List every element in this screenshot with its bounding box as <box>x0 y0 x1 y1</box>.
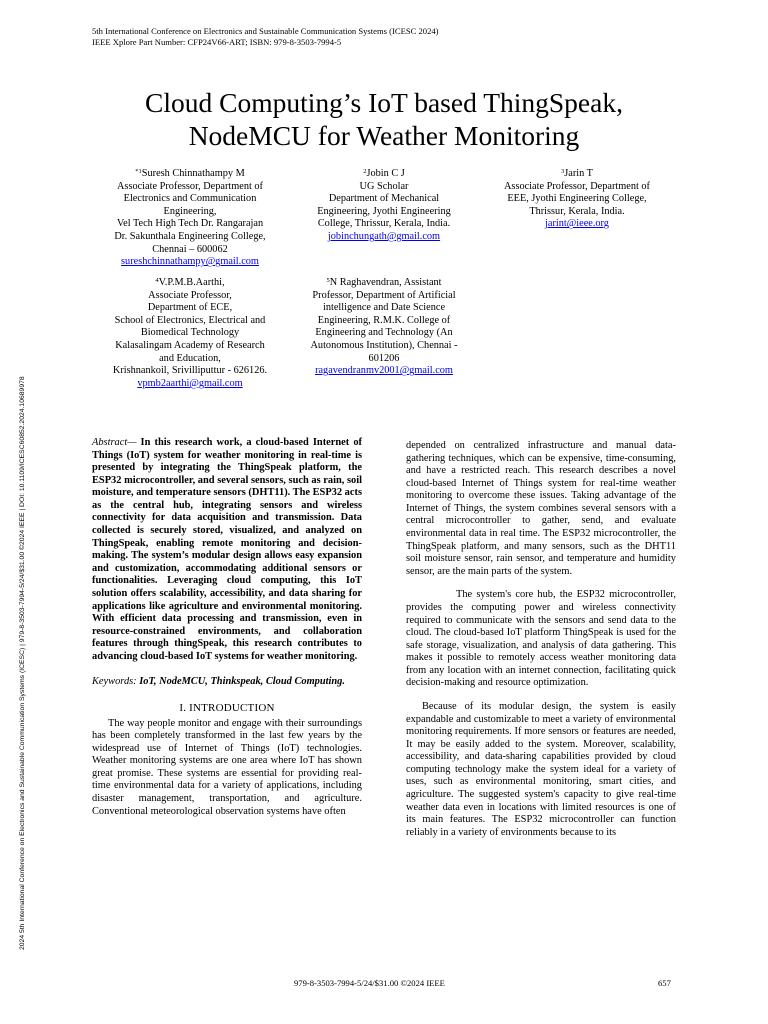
author-3-name: $^3$Jarin T <box>561 168 593 179</box>
abstract-lead: Abstract— <box>92 437 137 448</box>
author-1-affiliation: Vel Tech High Tech Dr. Rangarajan <box>116 218 264 230</box>
abstract-body: In this research work, a cloud-based Internet of Things (IoT) system for weather monitoring in real-time is presented by integrating the ThingSpeak platform, the ESP32 microcontroller, and several sensors, such as rain, soil moisture, and temperature sensors (DHT11). The ESP32 acts as the central hub, integrating sensors and wireless connectivity for data acquisition and transmission. Data collected is securely stored, visualized, and analyzed on ThingSpeak, enabling remote monitoring and decision-making. The system’s modular design allows easy expansion and customization, accommodating additional sensors or functionalities. Leveraging cloud computing, this IoT solution offers scalability, accessibility, and data sharing for applications like agriculture and environmental monitoring. With efficient data processing and transmission, even in resource-constrained environments, and collaboration features through thingSpeak, this research contributes to advancing cloud-based IoT systems for weather monitoring. <box>92 437 362 662</box>
author-3-email[interactable]: jarint@ieee.org <box>545 218 609 230</box>
author-2-email[interactable]: jobinchungath@gmail.com <box>327 230 441 242</box>
right-column <box>406 440 676 839</box>
author-3-affiliation: Thrissur, Kerala, India. <box>529 205 625 217</box>
author-4-affiliation: Kalasalingam Academy of Research <box>115 339 265 351</box>
author-1-email[interactable]: sureshchinnathampy@gmail.com <box>121 256 259 268</box>
author-4 <box>90 277 290 390</box>
author-4-affiliation: Department of ECE, <box>147 302 233 314</box>
author-2-affiliation: Department of Mechanical <box>328 193 440 205</box>
doi-sidebar: 2024 5th International Conference on Electronics and Sustainable Communication Systems (ICESC) | 979-8-3503-7994-5/24/$31.00 ©2024 IEEE | DOI: 10.1109/ICESC60852.2024.10689978 <box>19 376 26 950</box>
right-paragraph-3: Because of its modular design, the system is easily expandable and customizable to meet a variety of environmental monitoring requirements. If more sensors or features are needed, It may be easily added to the system. Moreover, scalability, accessibility, and data-sharing capabilities provided by cloud computing technology make the system ideal for a variety of uses, such as environmental monitoring, smart cities, and agriculture. The suggested system's capacity to give real-time weather data even in locations with limited resources is one of its main features. The ESP32 microcontroller can function reliably in a variety of environments because to its <box>406 700 676 838</box>
title-line-1: Cloud Computing’s IoT based ThingSpeak, <box>145 87 623 118</box>
author-3-affiliation: Associate Professor, Department of <box>504 180 650 192</box>
author-5 <box>284 277 484 378</box>
author-4-affiliation: Krishnankoil, Srivilliputtur - 626126. <box>112 365 268 377</box>
author-1-name: $^{*1}$Suresh Chinnathampy M <box>135 168 245 179</box>
author-4-name: $^4$V.P.M.B.Aarthi, <box>155 277 225 288</box>
author-5-affiliation: 601206 <box>368 352 400 364</box>
author-5-affiliation: Engineering and Technology (An <box>315 327 453 339</box>
author-3-affiliation: EEE, Jyothi Engineering College, <box>507 193 647 205</box>
intro-paragraph-1: The way people monitor and engage with their surroundings has been completely transformed in the last few years by the widespread use of Internet of Things (IoT) technologies. Weather monitoring systems are one area where IoT has shown great promise. These systems are essential for providing real-time environmental data for a variety of applications, including disaster management, transportation, and agriculture. Conventional meteorological observation systems have often <box>92 717 362 817</box>
title-line-2: NodeMCU for Weather Monitoring <box>188 120 580 151</box>
author-4-affiliation: School of Electronics, Electrical and <box>114 314 266 326</box>
author-5-affiliation: Professor, Department of Artificial <box>312 289 456 301</box>
author-2-affiliation: College, Thrissur, Kerala, India. <box>317 218 451 230</box>
right-paragraph-1: depended on centralized infrastructure and manual data-gathering techniques, which can be expensive, time-consuming, and have a restricted reach. This research describes a novel cloud-based Internet of Things system for real-time weather monitoring to overcome these issues. Taking advantage of the Internet of Things, the system combines several sensors with a central microcontroller to gather, send, and evaluate environmental data in real time. The ESP32 microcontroller, the ThingSpeak platform, and many sensors, such as the DHT11 soil moisture sensor, rain sensor, and temperature and humidity sensor, are the main parts of the system. <box>406 440 676 577</box>
author-2-name: $^2$Jobin C J <box>363 168 405 179</box>
header-line-1: 5th International Conference on Electronics and Sustainable Communication Systems (ICESC 2024) <box>92 26 439 36</box>
author-2-affiliation: UG Scholar <box>359 180 409 192</box>
author-4-affiliation: Associate Professor, <box>148 289 232 301</box>
author-1-affiliation: Electronics and Communication <box>123 193 257 205</box>
section-heading-introduction: I. INTRODUCTION <box>179 701 275 714</box>
paper-title <box>60 86 708 152</box>
author-2 <box>284 168 484 244</box>
author-3 <box>477 168 677 231</box>
keywords-lead: Keywords: <box>92 676 137 688</box>
author-2-affiliation: Engineering, Jyothi Engineering <box>317 205 451 217</box>
abstract <box>92 437 362 663</box>
keywords-body: IoT, NodeMCU, Thinkspeak, Cloud Computing. <box>136 676 345 688</box>
author-5-email[interactable]: ragavendranmv2001@gmail.com <box>315 365 453 377</box>
author-1-affiliation: Chennai – 600062 <box>152 243 228 255</box>
author-1 <box>90 168 290 269</box>
header-line-2: IEEE Xplore Part Number: CFP24V66-ART; ISBN: 979-8-3503-7994-5 <box>92 36 342 47</box>
left-column <box>92 437 362 818</box>
author-4-affiliation: and Education, <box>159 352 221 364</box>
author-1-affiliation: Associate Professor, Department of <box>117 180 263 192</box>
author-5-affiliation: Autonomous Institution), Chennai - <box>310 339 458 351</box>
keywords <box>92 676 362 689</box>
author-4-email[interactable]: vpmb2aarthi@gmail.com <box>137 377 243 389</box>
author-1-affiliation: Dr. Sakunthala Engineering College, <box>114 230 266 242</box>
footer-copyright: 979-8-3503-7994-5/24/$31.00 ©2024 IEEE <box>294 978 445 988</box>
author-5-name: $^5$N Raghavendran, Assistant <box>326 277 442 288</box>
author-1-affiliation: Engineering, <box>163 205 217 217</box>
page-number: 657 <box>658 978 671 988</box>
conference-header <box>92 26 439 47</box>
right-paragraph-2: The system's core hub, the ESP32 microcontroller, provides the computing power and wireless connectivity required to communicate with the sensors and send data to the cloud. The cloud-based IoT platform ThingSpeak is used for the safe storage, visualization, and analysis of data gathering. This makes it possible to remotely access weather monitoring data from any location with an internet connection, facilitating quick decision-making and resource optimization. <box>406 589 676 689</box>
author-5-affiliation: Engineering, R.M.K. College of <box>317 314 451 326</box>
author-5-affiliation: intelligence and Date Science <box>322 302 446 314</box>
author-4-affiliation: Biomedical Technology <box>140 327 240 339</box>
